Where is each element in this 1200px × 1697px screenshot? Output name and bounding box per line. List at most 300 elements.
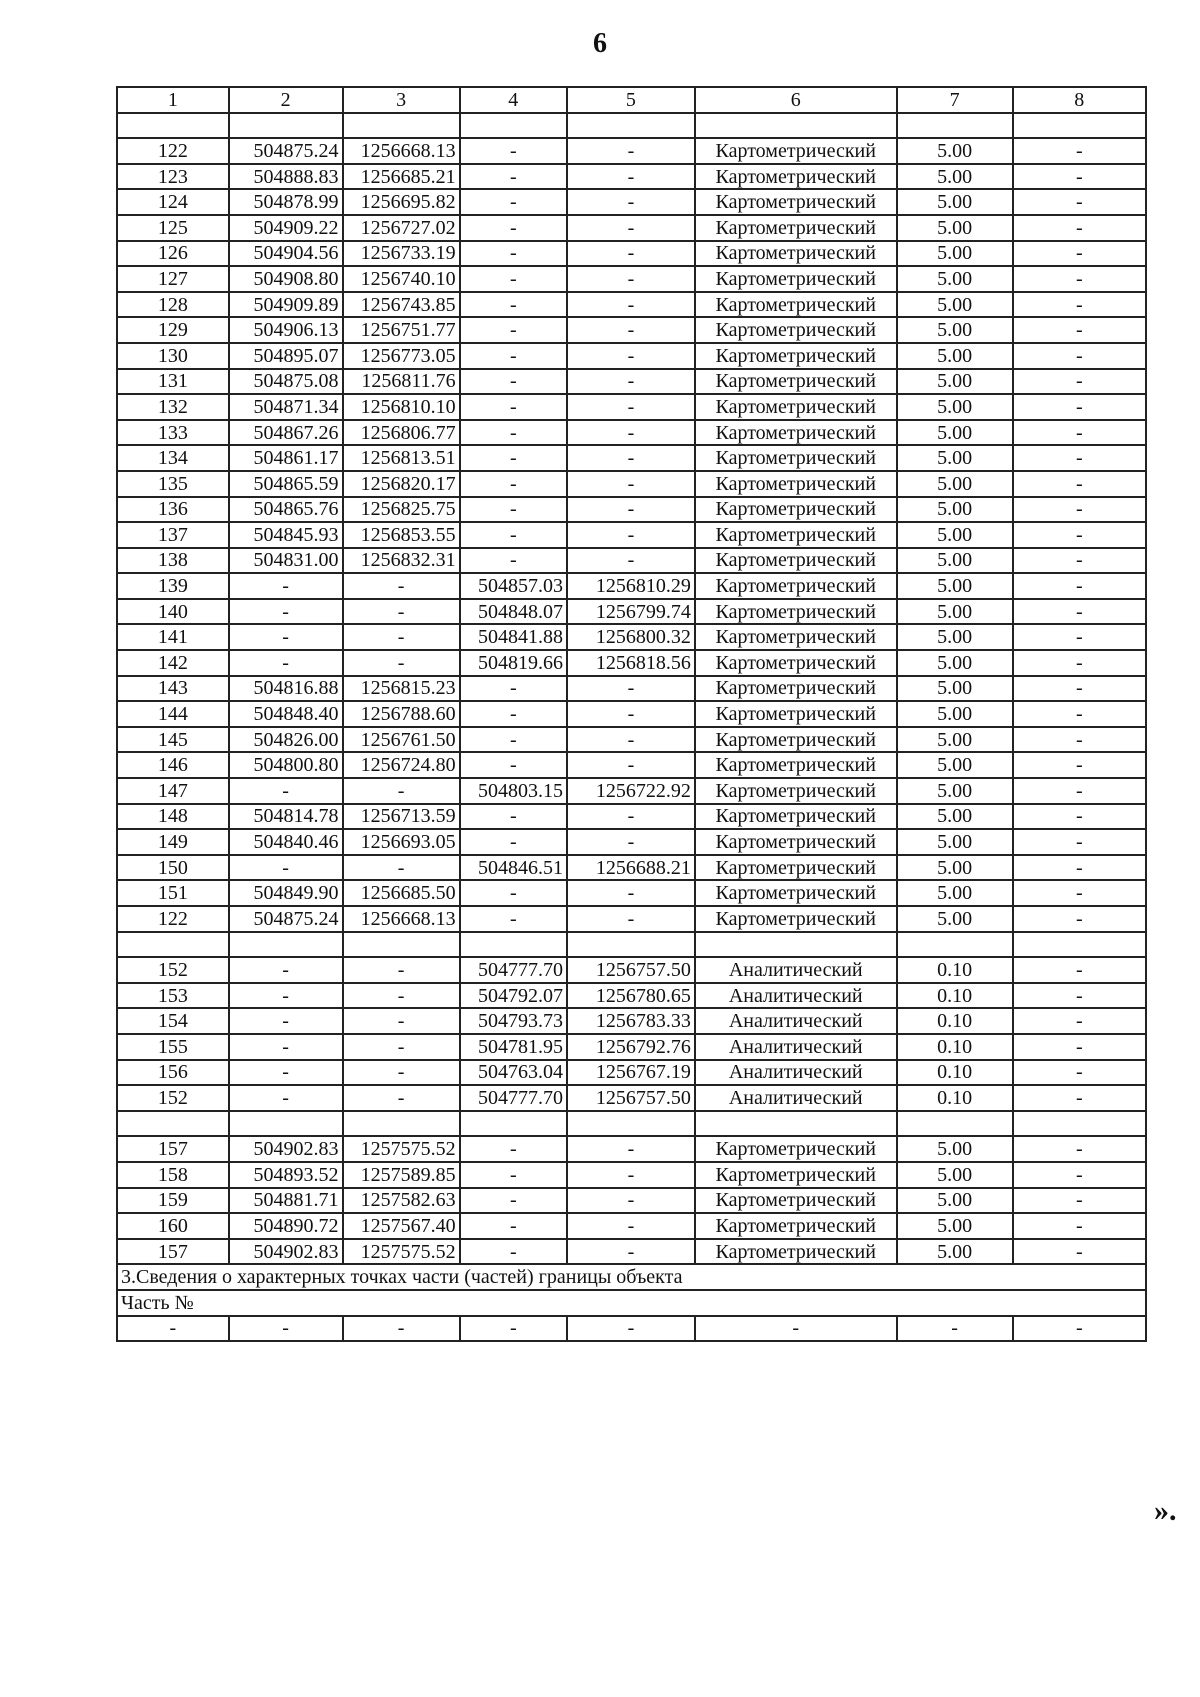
table-row (117, 292, 1146, 318)
table-cell: 143 (117, 676, 229, 702)
table-cell: 1256810.29 (567, 573, 695, 599)
table-cell: 3 (343, 87, 460, 113)
table-row (117, 1162, 1146, 1188)
table-cell: 504777.70 (460, 1085, 567, 1111)
table-cell: 1256724.80 (343, 752, 460, 778)
table-cell: 135 (117, 471, 229, 497)
table-cell: - (567, 266, 695, 292)
table-cell: - (1013, 164, 1146, 190)
table-cell: - (460, 1162, 567, 1188)
table-cell: 5.00 (897, 1213, 1013, 1239)
table-cell (897, 113, 1013, 139)
table-cell: 504909.89 (229, 292, 343, 318)
table-cell: 132 (117, 394, 229, 420)
table-cell: - (460, 317, 567, 343)
table-cell: 504861.17 (229, 445, 343, 471)
table-cell: - (567, 292, 695, 318)
table-cell: - (343, 573, 460, 599)
table-row (117, 266, 1146, 292)
table-cell: - (1013, 829, 1146, 855)
table-cell: 504902.83 (229, 1239, 343, 1265)
table-cell: - (460, 676, 567, 702)
table-cell: 5.00 (897, 1188, 1013, 1214)
table-cell: 504849.90 (229, 880, 343, 906)
table-cell: - (343, 1008, 460, 1034)
table-cell: 1256688.21 (567, 855, 695, 881)
table-row (117, 420, 1146, 446)
table-cell: 4 (460, 87, 567, 113)
table-cell: 149 (117, 829, 229, 855)
table-cell: 5.00 (897, 343, 1013, 369)
table-cell (695, 932, 897, 958)
table-cell: - (460, 497, 567, 523)
table-cell (1013, 932, 1146, 958)
table-cell: Картометрический (695, 855, 897, 881)
table-row (117, 241, 1146, 267)
table-cell: 124 (117, 189, 229, 215)
table-cell: 0.10 (897, 957, 1013, 983)
table-cell: - (460, 215, 567, 241)
table-cell: 504848.40 (229, 701, 343, 727)
table-cell (567, 932, 695, 958)
table-cell: 504878.99 (229, 189, 343, 215)
table-cell: - (1013, 752, 1146, 778)
table-cell: Аналитический (695, 1008, 897, 1034)
table-cell (117, 932, 229, 958)
table-cell: 504857.03 (460, 573, 567, 599)
table-cell: - (1013, 906, 1146, 932)
table-cell: 5.00 (897, 548, 1013, 574)
table-cell: - (229, 650, 343, 676)
table-cell: 1256773.05 (343, 343, 460, 369)
table-cell: - (1013, 1188, 1146, 1214)
table-cell: - (460, 1188, 567, 1214)
table-cell: 136 (117, 497, 229, 523)
table-cell (567, 1111, 695, 1137)
table-cell: 5.00 (897, 829, 1013, 855)
table-cell: - (567, 880, 695, 906)
table-cell: Картометрический (695, 215, 897, 241)
table-cell: Картометрический (695, 420, 897, 446)
table-row (117, 1111, 1146, 1137)
table-cell: 5.00 (897, 880, 1013, 906)
table-cell: 153 (117, 983, 229, 1009)
table-cell: - (343, 624, 460, 650)
table-cell: 504845.93 (229, 522, 343, 548)
table-cell: 5.00 (897, 701, 1013, 727)
table-cell: - (567, 471, 695, 497)
table-cell: - (567, 164, 695, 190)
table-cell: Аналитический (695, 1060, 897, 1086)
table-cell: 504840.46 (229, 829, 343, 855)
table-cell: 1256832.31 (343, 548, 460, 574)
table-cell: - (695, 1316, 897, 1342)
table-cell: 125 (117, 215, 229, 241)
table-cell: - (1013, 138, 1146, 164)
table-cell: 1256685.50 (343, 880, 460, 906)
table-cell: - (1013, 1136, 1146, 1162)
table-cell: - (1013, 1008, 1146, 1034)
table-cell (229, 932, 343, 958)
table-cell: 504792.07 (460, 983, 567, 1009)
table-cell: 504867.26 (229, 420, 343, 446)
table-cell (343, 1111, 460, 1137)
table-row (117, 215, 1146, 241)
table-cell: - (460, 752, 567, 778)
table-cell: - (460, 906, 567, 932)
table-cell: 5.00 (897, 445, 1013, 471)
table-cell: 5.00 (897, 394, 1013, 420)
table-cell: Картометрический (695, 676, 897, 702)
table-cell: 122 (117, 906, 229, 932)
table-cell: - (460, 1136, 567, 1162)
table-cell: Картометрический (695, 778, 897, 804)
table-cell: 1256668.13 (343, 138, 460, 164)
table-cell: Картометрический (695, 1213, 897, 1239)
table-cell: Картометрический (695, 317, 897, 343)
table-cell: 5.00 (897, 727, 1013, 753)
table-cell: - (567, 445, 695, 471)
table-cell: 504908.80 (229, 266, 343, 292)
table-cell: 504781.95 (460, 1034, 567, 1060)
table-cell: - (567, 1213, 695, 1239)
table-cell: - (343, 957, 460, 983)
table-cell: - (567, 215, 695, 241)
table-cell: Картометрический (695, 573, 897, 599)
table-cell: - (1013, 599, 1146, 625)
table-cell: - (567, 804, 695, 830)
table-cell: 0.10 (897, 1008, 1013, 1034)
table-cell: 5 (567, 87, 695, 113)
table-cell: Картометрический (695, 369, 897, 395)
table-row (117, 369, 1146, 395)
table-cell: - (343, 983, 460, 1009)
table-cell: 5.00 (897, 292, 1013, 318)
table-cell: - (460, 343, 567, 369)
table-cell: Картометрический (695, 1136, 897, 1162)
table-row (117, 1136, 1146, 1162)
table-cell: Картометрический (695, 804, 897, 830)
table-cell: - (229, 573, 343, 599)
table-cell: - (460, 266, 567, 292)
table-cell: Аналитический (695, 957, 897, 983)
table-cell: 148 (117, 804, 229, 830)
table-cell: 504890.72 (229, 1213, 343, 1239)
table-cell: - (1013, 369, 1146, 395)
table-cell: 1256820.17 (343, 471, 460, 497)
table-cell (695, 113, 897, 139)
table-cell: - (1013, 1213, 1146, 1239)
table-cell: 141 (117, 624, 229, 650)
table-row (117, 343, 1146, 369)
closing-quote-mark: ». (1154, 1494, 1177, 1527)
table-cell: 0.10 (897, 983, 1013, 1009)
table-cell: 1256713.59 (343, 804, 460, 830)
table-cell: 152 (117, 957, 229, 983)
table-cell: 504909.22 (229, 215, 343, 241)
table-row (117, 599, 1146, 625)
table-cell: - (567, 1316, 695, 1342)
table-cell: - (117, 1316, 229, 1342)
table-cell: - (460, 701, 567, 727)
table-cell: - (460, 292, 567, 318)
table-cell: 1257567.40 (343, 1213, 460, 1239)
table-cell (695, 1111, 897, 1137)
table-cell: 5.00 (897, 189, 1013, 215)
table-cell: Картометрический (695, 624, 897, 650)
table-cell: 1256811.76 (343, 369, 460, 395)
table-cell (460, 932, 567, 958)
table-cell: - (567, 369, 695, 395)
table-cell: - (343, 1060, 460, 1086)
table-cell: - (460, 394, 567, 420)
table-cell: Картометрический (695, 727, 897, 753)
table-cell: - (1013, 624, 1146, 650)
table-cell: - (460, 829, 567, 855)
table-cell (460, 1111, 567, 1137)
table-cell: 1257575.52 (343, 1239, 460, 1265)
table-cell: - (1013, 522, 1146, 548)
table-cell: 150 (117, 855, 229, 881)
table-cell: 155 (117, 1034, 229, 1060)
table-cell: 5.00 (897, 266, 1013, 292)
table-cell: 5.00 (897, 752, 1013, 778)
table-cell: 504814.78 (229, 804, 343, 830)
table-cell: 129 (117, 317, 229, 343)
table-cell (567, 113, 695, 139)
table-cell: 1256783.33 (567, 1008, 695, 1034)
table-cell: 146 (117, 752, 229, 778)
table-cell: Картометрический (695, 906, 897, 932)
table-cell: - (567, 343, 695, 369)
table-cell: 145 (117, 727, 229, 753)
table-cell (229, 113, 343, 139)
table-cell: - (229, 957, 343, 983)
table-cell: - (567, 522, 695, 548)
table-cell: Аналитический (695, 1085, 897, 1111)
table-cell: - (460, 471, 567, 497)
table-cell: 1256751.77 (343, 317, 460, 343)
table-cell: 504875.24 (229, 138, 343, 164)
table-cell: 2 (229, 87, 343, 113)
table-cell: 5.00 (897, 497, 1013, 523)
table-cell: 6 (695, 87, 897, 113)
table-cell: 5.00 (897, 804, 1013, 830)
table-cell: 1256668.13 (343, 906, 460, 932)
table-cell: 5.00 (897, 369, 1013, 395)
table-cell: 5.00 (897, 215, 1013, 241)
table-cell: 504902.83 (229, 1136, 343, 1162)
table-cell: - (567, 241, 695, 267)
table-cell: 5.00 (897, 522, 1013, 548)
table-row (117, 394, 1146, 420)
table-cell: Картометрический (695, 1188, 897, 1214)
table-cell (460, 113, 567, 139)
table-cell: Картометрический (695, 599, 897, 625)
table-cell: - (1013, 548, 1146, 574)
table-row (117, 522, 1146, 548)
table-cell: - (229, 778, 343, 804)
table-cell: - (1013, 266, 1146, 292)
table-row (117, 573, 1146, 599)
table-row (117, 317, 1146, 343)
table-row (117, 1188, 1146, 1214)
table-cell: - (567, 420, 695, 446)
table-cell: 126 (117, 241, 229, 267)
table-cell: Картометрический (695, 471, 897, 497)
table-cell: - (229, 983, 343, 1009)
table-row (117, 1316, 1146, 1342)
table-cell: - (1013, 215, 1146, 241)
table-cell: 157 (117, 1136, 229, 1162)
table-cell: 504793.73 (460, 1008, 567, 1034)
table-cell: - (1013, 778, 1146, 804)
table-cell: - (460, 420, 567, 446)
table-cell: 138 (117, 548, 229, 574)
table-cell (897, 932, 1013, 958)
table-cell: - (1013, 1162, 1146, 1188)
table-cell: - (567, 497, 695, 523)
table-cell: 1256727.02 (343, 215, 460, 241)
table-cell: - (460, 138, 567, 164)
table-cell: - (897, 1316, 1013, 1342)
table-cell: 504831.00 (229, 548, 343, 574)
table-cell: - (343, 1316, 460, 1342)
table-cell: 5.00 (897, 420, 1013, 446)
table-cell: - (1013, 957, 1146, 983)
table-cell: 156 (117, 1060, 229, 1086)
table-cell: 127 (117, 266, 229, 292)
table-cell: 504816.88 (229, 676, 343, 702)
table-cell: 8 (1013, 87, 1146, 113)
table-row (117, 471, 1146, 497)
table-cell: 1256757.50 (567, 957, 695, 983)
table-cell: 159 (117, 1188, 229, 1214)
table-cell: - (460, 189, 567, 215)
table-row (117, 983, 1146, 1009)
table-cell: 152 (117, 1085, 229, 1111)
table-cell: - (567, 1162, 695, 1188)
table-cell: 151 (117, 880, 229, 906)
table-cell: 7 (897, 87, 1013, 113)
table-cell: - (567, 1136, 695, 1162)
table-row (117, 138, 1146, 164)
table-cell: Картометрический (695, 189, 897, 215)
table-cell: - (1013, 676, 1146, 702)
table-cell: 504888.83 (229, 164, 343, 190)
table-cell: - (229, 1085, 343, 1111)
table-cell: 504800.80 (229, 752, 343, 778)
table-cell: 504875.24 (229, 906, 343, 932)
table-cell: - (1013, 573, 1146, 599)
table-cell: - (567, 829, 695, 855)
table-cell: 0.10 (897, 1085, 1013, 1111)
table-row (117, 829, 1146, 855)
table-cell: - (567, 752, 695, 778)
table-cell: - (1013, 701, 1146, 727)
table-cell: Картометрический (695, 394, 897, 420)
table-cell: 5.00 (897, 1136, 1013, 1162)
table-cell: - (343, 1085, 460, 1111)
part-label: Часть № (117, 1290, 1146, 1316)
table-row (117, 1213, 1146, 1239)
table-cell: 137 (117, 522, 229, 548)
table-cell: 1256780.65 (567, 983, 695, 1009)
table-cell: - (343, 1034, 460, 1060)
table-row (117, 548, 1146, 574)
table-cell: 1257582.63 (343, 1188, 460, 1214)
table-cell: Картометрический (695, 880, 897, 906)
table-cell: 504777.70 (460, 957, 567, 983)
table-cell: Картометрический (695, 445, 897, 471)
table-cell: 5.00 (897, 855, 1013, 881)
table-cell: - (460, 880, 567, 906)
table-cell: - (1013, 804, 1146, 830)
table-cell: - (460, 804, 567, 830)
table-row (117, 189, 1146, 215)
table-cell: 5.00 (897, 650, 1013, 676)
table-row (117, 701, 1146, 727)
section-title: 3.Сведения о характерных точках части (частей) границы объекта (117, 1264, 1146, 1290)
table-cell: - (567, 189, 695, 215)
table-cell: - (567, 317, 695, 343)
table-cell: 1256761.50 (343, 727, 460, 753)
table-cell: Картометрический (695, 138, 897, 164)
table-cell: - (343, 599, 460, 625)
table-cell: - (460, 164, 567, 190)
table-cell (117, 1111, 229, 1137)
table-row (117, 1239, 1146, 1265)
table-cell: Картометрический (695, 650, 897, 676)
table-cell: 504875.08 (229, 369, 343, 395)
table-cell: 504826.00 (229, 727, 343, 753)
table-cell: 1256815.23 (343, 676, 460, 702)
table-row (117, 113, 1146, 139)
table-cell: - (460, 522, 567, 548)
table-cell: 504871.34 (229, 394, 343, 420)
table-cell: 504865.59 (229, 471, 343, 497)
table-row (117, 1085, 1146, 1111)
table-cell: Картометрический (695, 829, 897, 855)
table-cell: - (567, 548, 695, 574)
table-cell: Картометрический (695, 497, 897, 523)
table-cell: Картометрический (695, 522, 897, 548)
table-cell: Аналитический (695, 983, 897, 1009)
table-cell: - (229, 1034, 343, 1060)
table-cell: - (1013, 445, 1146, 471)
table-cell: 122 (117, 138, 229, 164)
table-cell: Картометрический (695, 343, 897, 369)
table-cell: - (567, 676, 695, 702)
table-cell: 1256757.50 (567, 1085, 695, 1111)
table-cell: 134 (117, 445, 229, 471)
table-cell: 5.00 (897, 573, 1013, 599)
table-cell: - (1013, 1316, 1146, 1342)
table-cell: - (567, 1188, 695, 1214)
table-cell: 1256767.19 (567, 1060, 695, 1086)
table-cell: Картометрический (695, 1162, 897, 1188)
table-cell: 1256733.19 (343, 241, 460, 267)
table-cell: - (460, 727, 567, 753)
table-cell: - (567, 906, 695, 932)
table-cell: Аналитический (695, 1034, 897, 1060)
table-cell: 5.00 (897, 1239, 1013, 1265)
table-cell (1013, 113, 1146, 139)
table-cell: - (1013, 650, 1146, 676)
table-row (117, 1008, 1146, 1034)
table-cell: 504865.76 (229, 497, 343, 523)
table-row (117, 445, 1146, 471)
